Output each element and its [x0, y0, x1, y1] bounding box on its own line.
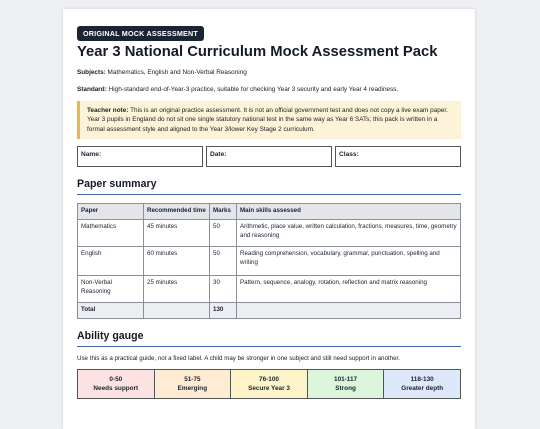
- table-cell: 25 minutes: [144, 275, 210, 302]
- table-row: [78, 219, 461, 246]
- standard-line: [77, 86, 461, 93]
- gauge-band-emerging: [155, 370, 232, 398]
- total-marks: 130: [210, 302, 237, 318]
- band-range: 0-50: [109, 375, 123, 383]
- band-label: Secure Year 3: [248, 385, 290, 393]
- total-label: Total: [78, 302, 144, 318]
- table-cell: 50: [210, 246, 237, 275]
- page-title: Year 3 National Curriculum Mock Assessment Pack: [77, 44, 438, 60]
- table-cell: English: [78, 246, 144, 275]
- total-row: [78, 302, 461, 318]
- table-cell: Arithmetic, place value, written calculation, fractions, measures, time, geometry and reasoning: [237, 219, 461, 246]
- gauge-band-greater-depth: [384, 370, 460, 398]
- assessment-page: [63, 9, 475, 429]
- standard-label: Standard:: [77, 86, 107, 93]
- teacher-note-label: Teacher note:: [87, 107, 129, 114]
- teacher-note: [77, 101, 461, 139]
- table-cell: Mathematics: [78, 219, 144, 246]
- table-cell: 45 minutes: [144, 219, 210, 246]
- column-header: Marks: [210, 203, 237, 219]
- band-label: Strong: [335, 385, 356, 393]
- band-label: Emerging: [177, 385, 208, 393]
- gauge-band-secure: [231, 370, 308, 398]
- gauge-band-needs-support: [78, 370, 155, 398]
- mock-badge: ORIGINAL MOCK ASSESSMENT: [77, 26, 204, 41]
- table-cell: [144, 302, 210, 318]
- band-range: 101-117: [334, 375, 358, 383]
- table-cell: 30: [210, 275, 237, 302]
- table-row: [78, 246, 461, 275]
- ability-gauge-heading: Ability gauge: [77, 330, 461, 347]
- band-range: 51-75: [184, 375, 201, 383]
- band-range: 118-130: [410, 375, 434, 383]
- gauge-band-strong: [308, 370, 385, 398]
- table-cell: Pattern, sequence, analogy, rotation, reflection and matrix reasoning: [237, 275, 461, 302]
- table-cell: Reading comprehension, vocabulary, grammar, punctuation, spelling and writing: [237, 246, 461, 275]
- column-header: Recommended time: [144, 203, 210, 219]
- column-header: Main skills assessed: [237, 203, 461, 219]
- gauge-intro: Use this as a practical guide, not a fixed label. A child may be stronger in one subject and still need support in another.: [77, 354, 400, 362]
- teacher-note-text: This is an original practice assessment. It is not an official government test and does not copy a live exam paper. Year 3 pupils in England do not sit one single statutory national test in the same way as Year 6 SATs; this pack is written in a formal assessment style and aligned to the Year 3/lower Key Stage 2 curriculum.: [87, 107, 448, 133]
- table-cell: 60 minutes: [144, 246, 210, 275]
- band-label: Needs support: [93, 385, 139, 393]
- table-row: [78, 275, 461, 302]
- column-header: Paper: [78, 203, 144, 219]
- class-field[interactable]: Class:: [335, 146, 461, 167]
- table-cell: 50: [210, 219, 237, 246]
- band-range: 76-100: [259, 375, 279, 383]
- ability-gauge: [77, 369, 461, 399]
- paper-summary-heading: Paper summary: [77, 178, 461, 195]
- standard-value: High-standard end-of-Year-3 practice, suitable for checking Year 3 security and early Year 4 readiness.: [108, 86, 399, 93]
- table-cell: [237, 302, 461, 318]
- table-cell: Non-Verbal Reasoning: [78, 275, 144, 302]
- band-label: Greater depth: [401, 385, 444, 393]
- subjects-value: Mathematics, English and Non-Verbal Reasoning: [107, 69, 247, 76]
- subjects-line: [77, 69, 461, 76]
- name-field[interactable]: Name:: [77, 146, 203, 167]
- pupil-details: [77, 146, 461, 167]
- subjects-label: Subjects:: [77, 69, 106, 76]
- paper-summary-table: [77, 203, 461, 319]
- table-header-row: [78, 203, 461, 219]
- date-field[interactable]: Date:: [206, 146, 332, 167]
